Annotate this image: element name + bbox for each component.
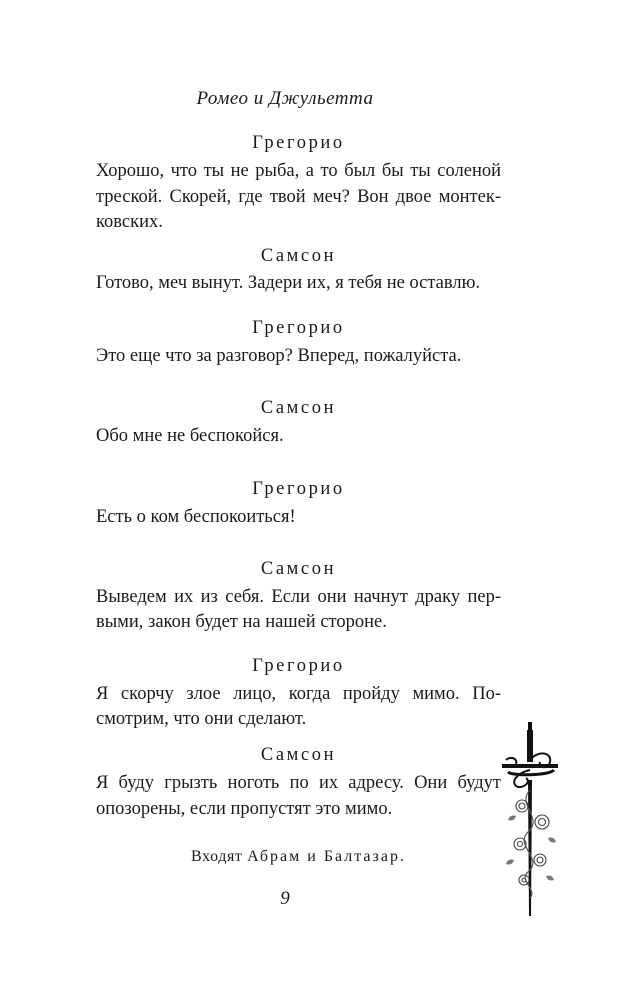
dialogue-line: Есть о ком беспокоиться! (96, 507, 296, 527)
speaker-name: Грегорио (252, 656, 345, 676)
dialogue-line: смотрим, что они сделают. (96, 709, 307, 729)
dialogue-line: треской. Скорей, где твой меч? Вон двое монтек- (96, 187, 501, 207)
speaker-name: Самсон (260, 398, 337, 418)
dialogue-line: Готово, меч вынут. Задери их, я тебя не оставлю. (96, 273, 481, 293)
speaker-name: Самсон (260, 246, 337, 266)
speaker-name: Самсон (260, 745, 337, 765)
stage-direction-verb: Входят (191, 848, 243, 865)
speaker-name: Грегорио (252, 479, 345, 499)
speaker-name: Грегорио (252, 133, 345, 153)
sword-ornament-icon (498, 720, 562, 920)
stage-direction (96, 848, 501, 866)
dialogue-line: опозорены, если пропустят это мимо. (96, 799, 393, 819)
dialogue-line: Хорошо, что ты не рыба, а то был бы ты соленой (96, 161, 501, 181)
page-number: 9 (280, 888, 290, 909)
dialogue-line: Я скорчу злое лицо, когда пройду мимо. По- (96, 684, 501, 704)
dialogue-line: Обо мне не беспокойся. (96, 426, 284, 446)
dialogue-line: Выведем их из себя. Если они начнут драку пер- (96, 587, 501, 607)
speaker-name: Грегорио (252, 318, 345, 338)
speaker-name: Самсон (260, 559, 337, 579)
dialogue-line: выми, закон будет на нашей стороне. (96, 612, 387, 632)
dialogue-line: ковских. (96, 212, 163, 232)
dialogue-line: Я буду грызть ноготь по их адресу. Они будут (96, 773, 501, 793)
stage-direction-names: Абрам и Балтазар. (247, 848, 406, 865)
dialogue-line: Это еще что за разговор? Вперед, пожалуйста. (96, 346, 462, 366)
running-title: Ромео и Джульетта (196, 88, 374, 109)
